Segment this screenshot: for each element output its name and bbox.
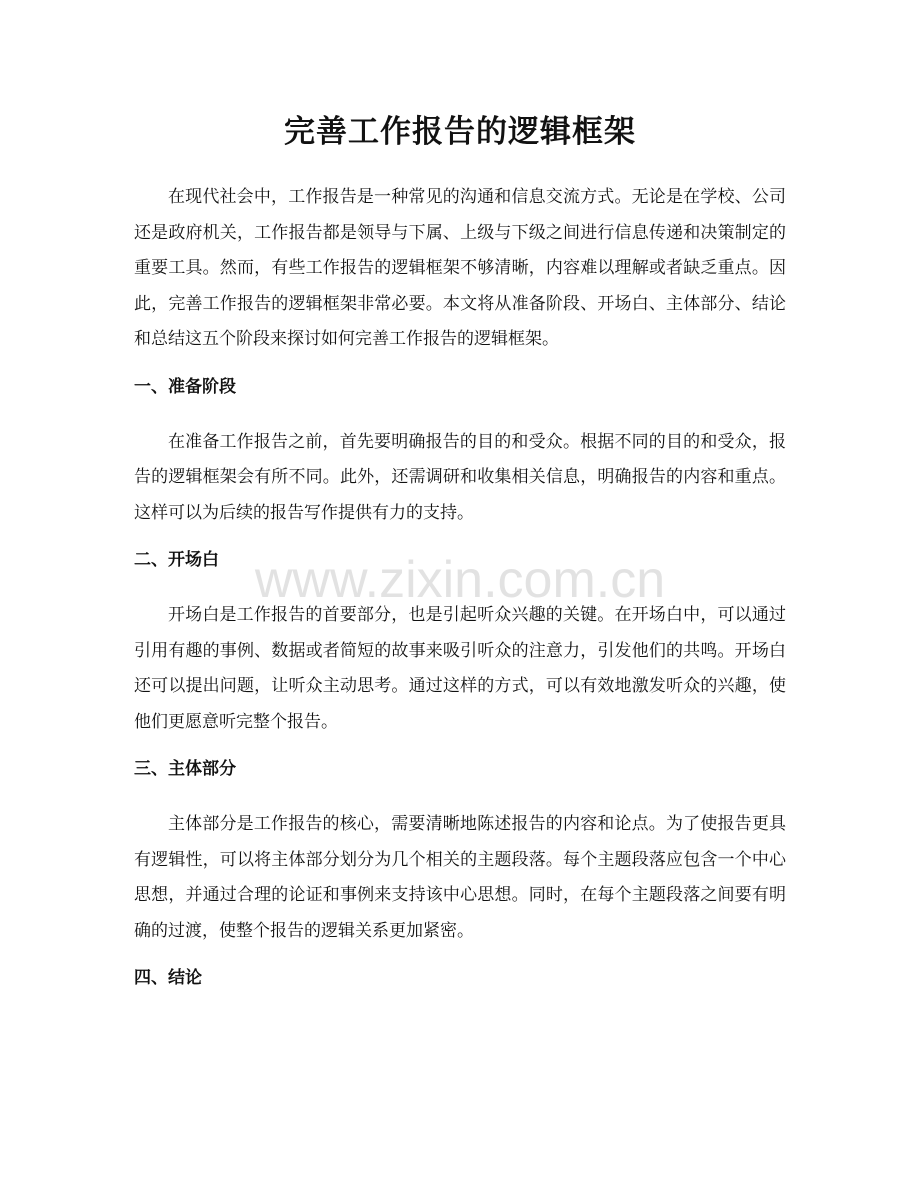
section-body-preparation: 在准备工作报告之前，首先要明确报告的目的和受众。根据不同的目的和受众，报告的逻辑框架会有所不同。此外，还需调研和收集相关信息，明确报告的内容和重点。这样可以为后续的报告写作提供有力的支持。 — [134, 431, 786, 523]
document-title: 完善工作报告的逻辑框架 — [284, 114, 636, 150]
section-body-main-body: 主体部分是工作报告的核心，需要清晰地陈述报告的内容和论点。为了使报告更具有逻辑性，可以将主体部分划分为几个相关的主题段落。每个主题段落应包含一个中心思想，并通过合理的论证和事例来支持该中心思想。同时，在每个主题段落之间要有明确的过渡，使整个报告的逻辑关系更加紧密。 — [134, 814, 786, 941]
intro-paragraph: 在现代社会中，工作报告是一种常见的沟通和信息交流方式。无论是在学校、公司还是政府机关，工作报告都是领导与下属、上级与下级之间进行信息传递和决策制定的重要工具。然而，有些工作报告的逻辑框架不够清晰，内容难以理解或者缺乏重点。因此，完善工作报告的逻辑框架非常必要。本文将从准备阶段、开场白、主体部分、结论和总结这五个阶段来探讨如何完善工作报告的逻辑框架。 — [134, 187, 786, 349]
section-heading-opening: 二、开场白 — [134, 550, 219, 570]
document-body — [134, 180, 786, 996]
section-body-opening: 开场白是工作报告的首要部分，也是引起听众兴趣的关键。在开场白中，可以通过引用有趣的事例、数据或者简短的故事来吸引听众的注意力，引发他们的共鸣。开场白还可以提出问题，让听众主动思考。通过这样的方式，可以有效地激发听众的兴趣，使他们更愿意听完整个报告。 — [134, 605, 786, 732]
section-heading-preparation: 一、准备阶段 — [134, 376, 236, 397]
section-heading-main-body: 三、主体部分 — [134, 759, 236, 779]
section-heading-conclusion: 四、结论 — [134, 968, 202, 988]
watermark-text: www.zixin.com.cn — [254, 551, 666, 609]
